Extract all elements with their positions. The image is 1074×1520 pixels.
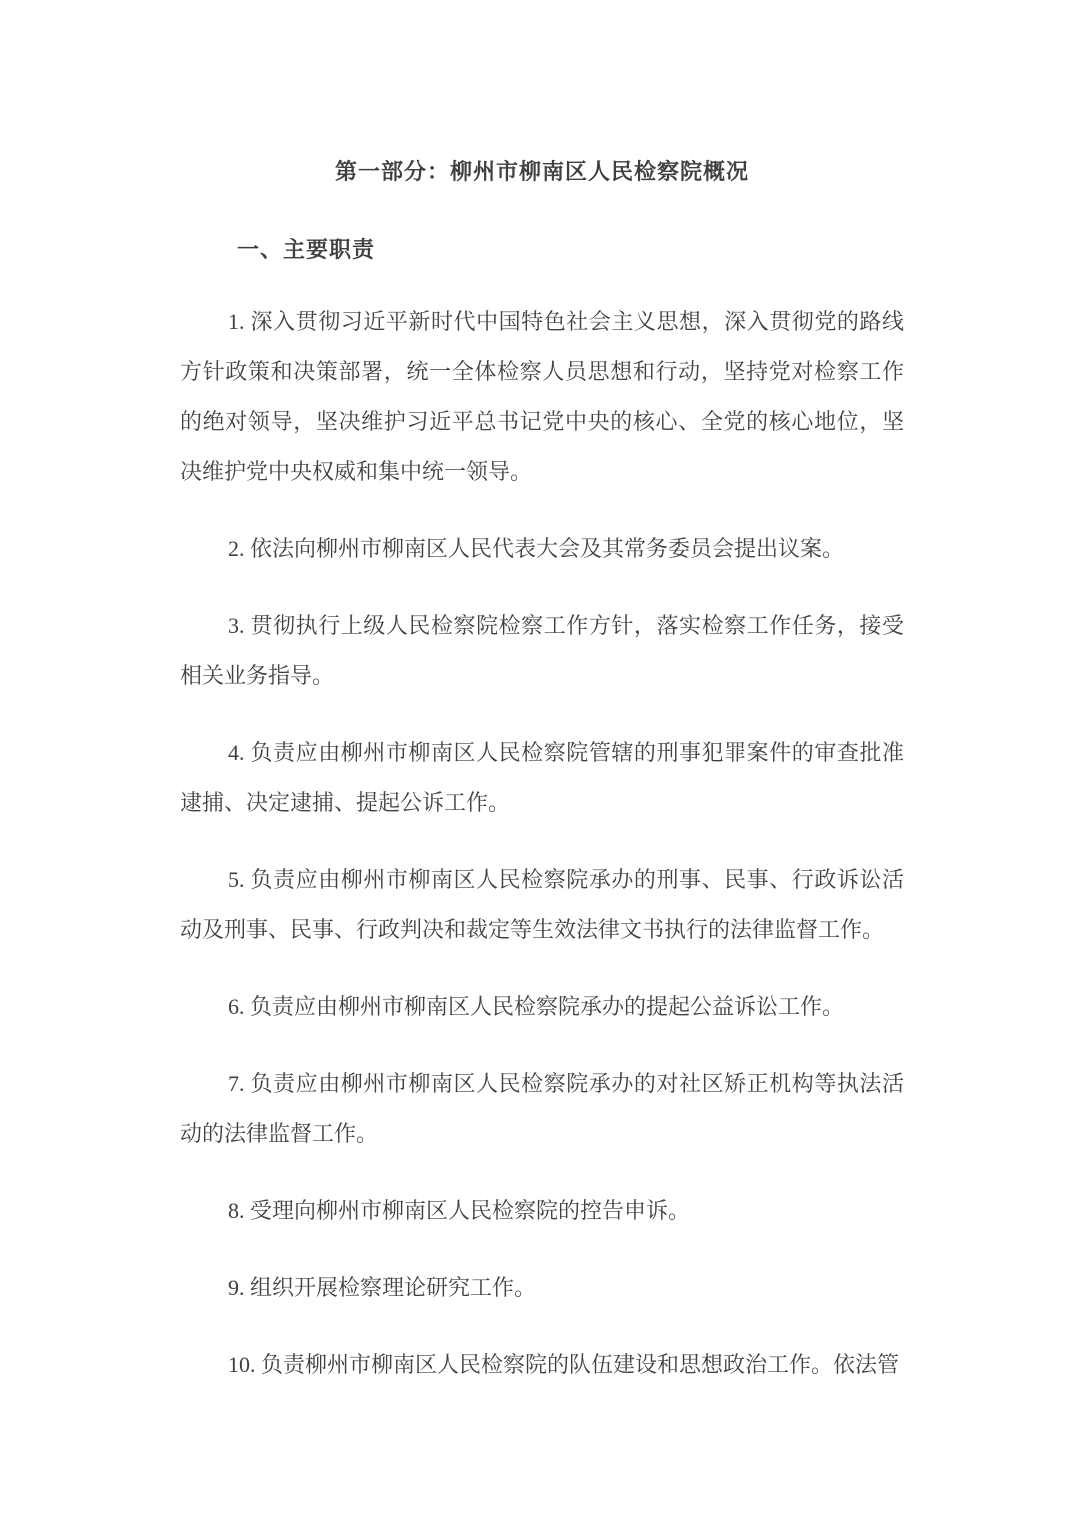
paragraph: 9. 组织开展检察理论研究工作。 [228,1275,537,1300]
paragraph: 1. 深入贯彻习近平新时代中国特色社会主义思想，深入贯彻党的路线方针政策和决策部署，统一全体检察人员思想和行动，坚持党对检察工作的绝对领导，坚决维护习近平总书记党中央的核心、全党的核心地位，坚决维护党中央权威和集中统一领导。 [180,309,904,484]
section-heading: 一、主要职责 [237,237,376,262]
paragraph: 2. 依法向柳州市柳南区人民代表大会及其常务委员会提出议案。 [228,536,845,561]
paragraph: 7. 负责应由柳州市柳南区人民检察院承办的对社区矫正机构等执法活动的法律监督工作。 [180,1071,904,1146]
paragraph: 8. 受理向柳州市柳南区人民检察院的控告申诉。 [228,1198,691,1223]
paragraph: 5. 负责应由柳州市柳南区人民检察院承办的刑事、民事、行政诉讼活动及刑事、民事、行政判决和裁定等生效法律文书执行的法律监督工作。 [180,867,904,942]
paragraph: 10. 负责柳州市柳南区人民检察院的队伍建设和思想政治工作。依法管 [228,1352,900,1377]
document-title: 第一部分：柳州市柳南区人民检察院概况 [334,159,749,184]
paragraph: 3. 贯彻执行上级人民检察院检察工作方针，落实检察工作任务，接受相关业务指导。 [180,613,904,688]
paragraph-list [180,297,904,1390]
paragraph: 4. 负责应由柳州市柳南区人民检察院管辖的刑事犯罪案件的审查批准逮捕、决定逮捕、提起公诉工作。 [180,740,904,815]
paragraph: 6. 负责应由柳州市柳南区人民检察院承办的提起公益诉讼工作。 [228,994,845,1019]
